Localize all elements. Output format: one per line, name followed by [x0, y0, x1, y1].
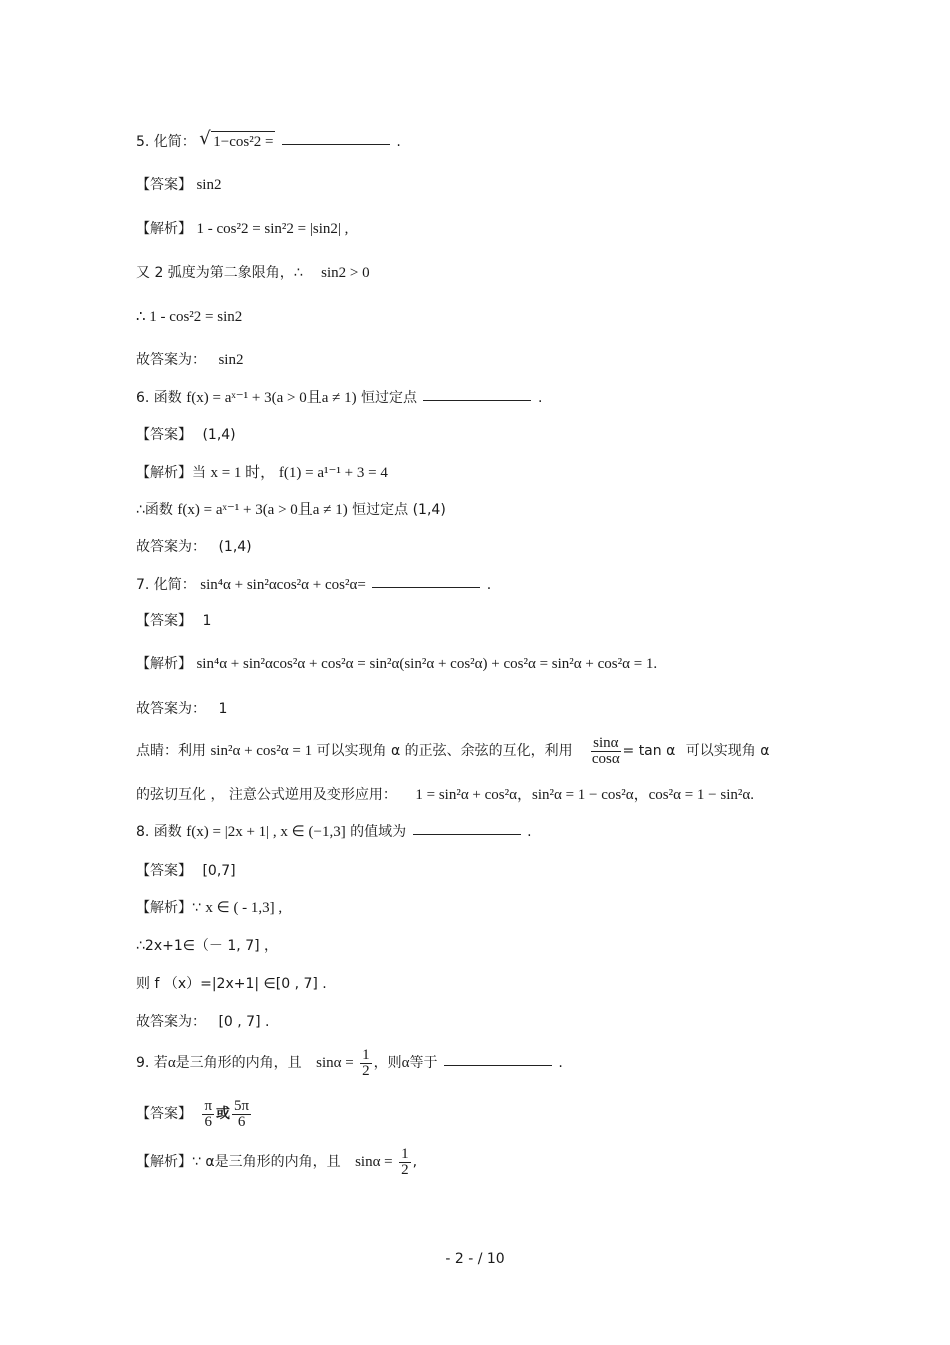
- q8-end: .: [527, 824, 532, 840]
- q7-final: 1: [218, 701, 228, 717]
- q9-text3: 等于: [409, 1055, 438, 1071]
- q9-text2: ，则: [373, 1055, 402, 1071]
- q8-answer-blank[interactable]: [413, 822, 521, 835]
- q5-final-line: [136, 350, 243, 370]
- q7-tip-math2: = tan α: [622, 743, 676, 759]
- tip-label: 点睛：利用: [136, 743, 206, 759]
- q9-alpha-2: α: [401, 1055, 410, 1071]
- q6-suffix: 恒过定点: [361, 390, 418, 406]
- q6-analysis-expr: x = 1 时， f(1) = a¹⁻¹ + 3 = 4: [210, 465, 388, 481]
- q8-analysis-expr: x ∈ ( - 1,3] ,: [205, 900, 283, 916]
- q8-analysis-line-3: [136, 936, 278, 956]
- q9-analysis-fraction: $\frac{1}{2}$: [401, 1145, 409, 1178]
- q8-prompt: 8. 函数: [136, 824, 182, 840]
- q5-answer-blank[interactable]: [282, 132, 390, 145]
- q6-line3-prefix: ∴函数: [136, 502, 173, 518]
- q7-tip-line-2: [136, 785, 754, 805]
- analysis-label: 【解析】: [136, 656, 192, 672]
- q9-answer-frac-2: $\frac{5\pi}{6}$: [234, 1097, 250, 1130]
- q5-final: sin2: [218, 352, 244, 368]
- q7-tip-math1: sin²α + cos²α = 1: [210, 743, 313, 759]
- q5-analysis-expr: 1 - cos²2 = sin²2 = |sin2| ,: [196, 221, 349, 237]
- q9-answer-blank[interactable]: [444, 1053, 552, 1066]
- q8-analysis-line: [136, 898, 282, 918]
- answer-label: 【答案】: [136, 427, 192, 443]
- q9-sin-expr: sinα =: [316, 1055, 354, 1071]
- q6-answer-blank[interactable]: [423, 388, 531, 401]
- q8-analysis-line-4: [136, 974, 327, 994]
- final-label: 故答案为：: [136, 539, 206, 555]
- analysis-label: 【解析】当: [136, 465, 206, 481]
- final-label: 故答案为：: [136, 701, 206, 717]
- q8-final: [0 , 7] .: [218, 1014, 270, 1030]
- analysis-label: 【解析】∵: [136, 900, 201, 916]
- q8-line4: 则 f （x）=|2x+1| ∈[0 , 7] .: [136, 976, 327, 992]
- q5-analysis-line-3: [136, 263, 370, 283]
- q7-answer-line: [136, 611, 211, 631]
- q8-answer-line: [136, 861, 236, 881]
- q6-answer: (1,4): [202, 427, 236, 443]
- q6-answer-line: [136, 425, 236, 445]
- q9-analysis-text: α是三角形的内角，且: [205, 1154, 341, 1170]
- q8-suffix: 的值域为: [350, 824, 407, 840]
- q8-line3: ∴2x+1∈（－ 1, 7] ，: [136, 938, 279, 954]
- q6-analysis-line: [136, 463, 388, 483]
- q5-line3-text: 又 2 弧度为第二象限角，∴: [136, 265, 303, 281]
- q8-final-line: [136, 1012, 269, 1032]
- q5-answer-line: [136, 175, 221, 195]
- q7-tip-text1: 可以实现角 α 的正弦、余弦的互化，利用: [316, 743, 573, 759]
- q7-analysis-expr: sin⁴α + sin²αcos²α + cos²α = sin²α(sin²α + cos²α) + cos²α = sin²α + cos²α = 1.: [196, 656, 658, 672]
- q7-end: .: [486, 577, 492, 593]
- q6-prompt: 6. 函数: [136, 390, 182, 406]
- q7-prompt-line: [136, 575, 491, 595]
- q8-expression: f(x) = |2x + 1| , x ∈ (−1,3]: [186, 824, 346, 840]
- q9-fraction: $\frac{1}{2}$: [362, 1046, 370, 1079]
- q8-answer: [0,7]: [202, 863, 236, 879]
- q9-analysis-line: [136, 1142, 417, 1182]
- q9-prompt: 9. 若: [136, 1055, 168, 1071]
- q5-analysis-line: [136, 219, 348, 239]
- q6-prompt-line: [136, 388, 542, 408]
- q7-tip-text2: 可以实现角 α: [685, 743, 770, 759]
- q9-end: .: [558, 1055, 563, 1071]
- q7-expression: sin⁴α + sin²αcos²α + cos²α=: [200, 577, 366, 593]
- q9-answer-frac-1: $\frac{\pi}{6}$: [204, 1097, 213, 1130]
- q5-analysis-line-4: [136, 307, 242, 327]
- q6-line3-math: f(x) = aˣ⁻¹ + 3(a > 0且a ≠ 1): [177, 502, 348, 518]
- q5-prompt-line: [136, 131, 401, 152]
- q7-tip-line: [136, 732, 769, 770]
- q5-line4-math: ∴ 1 - cos²2 = sin2: [136, 309, 243, 325]
- q9-prompt-line: [136, 1043, 563, 1083]
- q6-expression: f(x) = aˣ⁻¹ + 3(a > 0且a ≠ 1): [186, 390, 357, 406]
- answer-label: 【答案】: [136, 177, 192, 193]
- q8-prompt-line: [136, 822, 532, 842]
- q5-answer: sin2: [196, 177, 222, 193]
- q9-alpha: α: [167, 1055, 176, 1071]
- q7-final-line: [136, 699, 227, 719]
- q6-final: (1,4): [218, 539, 252, 555]
- q5-expression: √ 1−cos²2 =: [200, 131, 275, 152]
- q6-analysis-line-3: [136, 500, 446, 520]
- q5-prompt: 5. 化简：: [136, 134, 196, 150]
- q7-tip-line2-math: 1 = sin²α + cos²α，sin²α = 1 − cos²α，cos²α = 1 − sin²α.: [415, 787, 755, 803]
- q6-end: .: [537, 390, 543, 406]
- answer-label: 【答案】: [136, 863, 192, 879]
- q7-answer-blank[interactable]: [372, 575, 480, 588]
- answer-label: 【答案】: [136, 1106, 192, 1122]
- q9-analysis-end: ,: [412, 1154, 418, 1170]
- q7-answer: 1: [202, 613, 212, 629]
- page-number: - 2 - / 10: [445, 1251, 505, 1267]
- final-label: 故答案为：: [136, 352, 206, 368]
- q9-text1: 是三角形的内角，且: [175, 1055, 302, 1071]
- q9-answer-or: 或: [216, 1106, 231, 1122]
- answer-label: 【答案】: [136, 613, 192, 629]
- analysis-label: 【解析】: [136, 221, 192, 237]
- q5-line3-math: sin2 > 0: [321, 265, 370, 281]
- final-label: 故答案为：: [136, 1014, 206, 1030]
- q5-end: .: [396, 134, 401, 150]
- q7-prompt: 7. 化简：: [136, 577, 196, 593]
- analysis-label: 【解析】∵: [136, 1154, 201, 1170]
- q7-tip-line2-text: 的弦切互化 ， 注意公式逆用及变形应用：: [136, 787, 397, 803]
- q7-analysis-line: [136, 654, 657, 674]
- q9-answer-line: [136, 1094, 253, 1134]
- q9-analysis-sin: sinα =: [355, 1154, 393, 1170]
- q7-tip-fraction: $\frac{\sin\alpha}{\cos\alpha}$: [591, 734, 620, 767]
- q6-line3-suffix: 恒过定点 (1,4): [352, 502, 446, 518]
- q6-final-line: [136, 537, 252, 557]
